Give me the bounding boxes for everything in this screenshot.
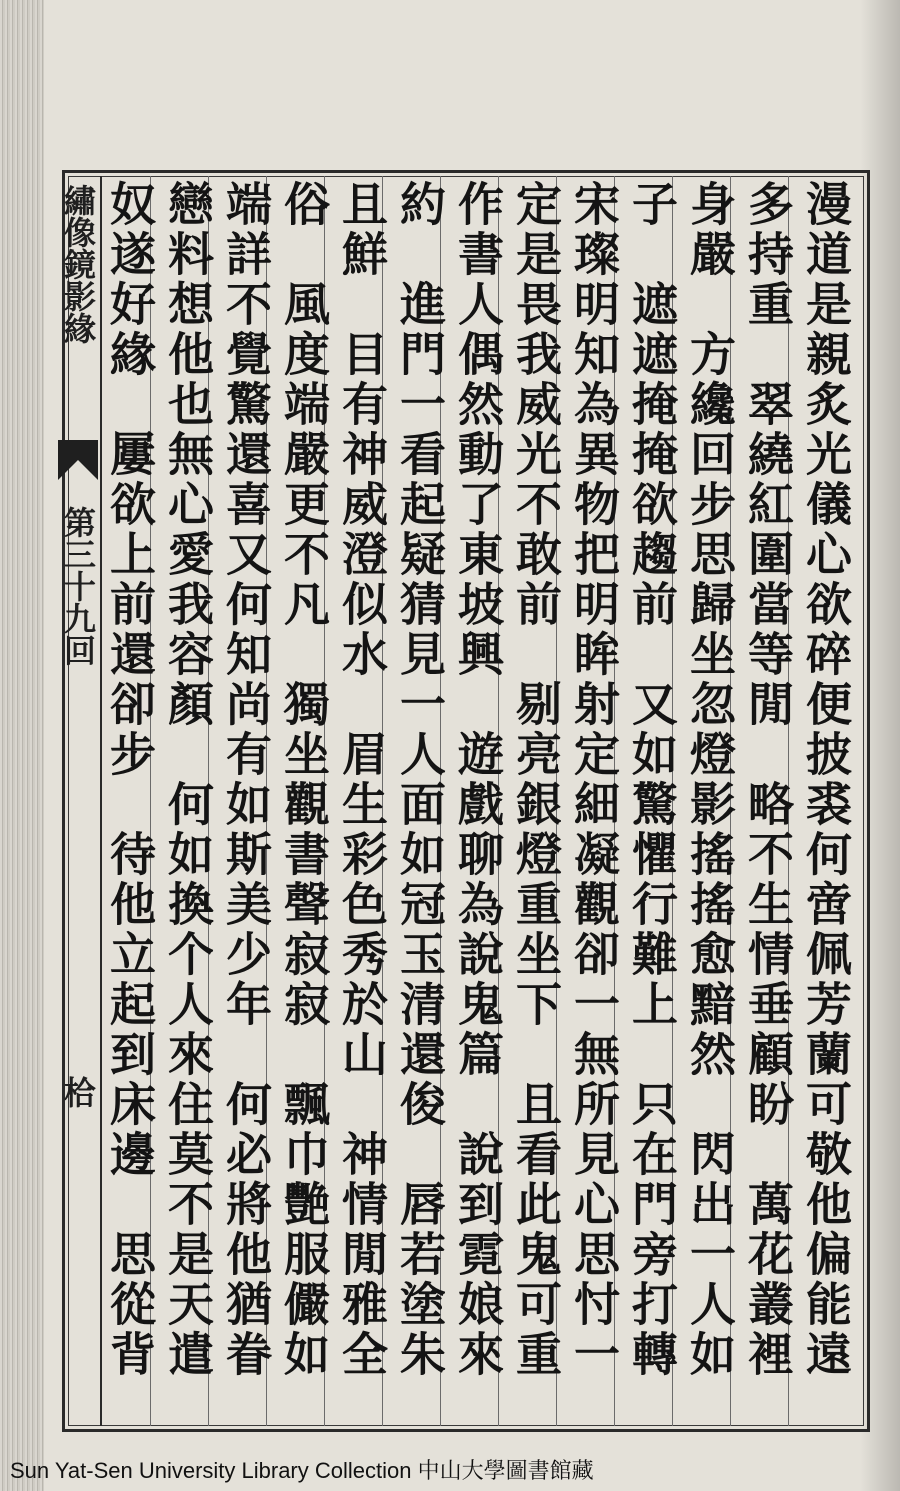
- text-column-5: 宋璨明知為異物把明眸射定細凝觀卻一無所見心思忖一: [567, 180, 621, 1380]
- chapter-label: 第三十九回: [59, 506, 97, 666]
- text-column-3: 身嚴 方纔回步思歸坐忽燈影搖搖愈黯然 閃出一人如: [683, 180, 737, 1380]
- text-column-11: 端詳不覺驚還喜又何知尚有如斯美少年 何必將他猶眷: [219, 180, 273, 1380]
- text-column-13: 奴遂好緣 屢欲上前還卻步 待他立起到床邊 思從背: [103, 180, 157, 1380]
- book-page: [44, 0, 900, 1491]
- center-column: [54, 176, 102, 1426]
- text-column-12: 戀料想他也無心愛我容顏 何如換个人來住莫不是天遣: [161, 180, 215, 1380]
- text-column-10: 俗 風度端嚴更不凡 獨坐觀書聲寂寂 飄巾艷服儼如: [277, 180, 331, 1380]
- library-caption: Sun Yat-Sen University Library Collection 中山大學圖書館藏: [10, 1458, 594, 1483]
- text-column-6: 定是畏我威光不敢前 剔亮銀燈重坐下 且看此鬼可重: [509, 180, 563, 1380]
- book-title: 繡像鏡影緣: [59, 184, 97, 344]
- text-column-9: 且鮮 目有神威澄似水 眉生彩色秀於山 神情閒雅全: [335, 180, 389, 1380]
- page-edges: [0, 0, 44, 1491]
- text-column-8: 約 進門一看起疑猜見一人面如冠玉清還俊 唇若塗朱: [393, 180, 447, 1380]
- text-column-2: 多持重 翠繞紅圍當等閒 略不生情垂顧盼 萬花叢裡: [741, 180, 795, 1380]
- fishtail-mark-icon: [58, 440, 98, 480]
- text-column-1: 漫道是親炙光儀心欲碎便披裘何啻佩芳蘭可敬他偏能遠: [799, 180, 853, 1380]
- text-column-7: 作書人偶然動了東坡興 遊戲聊為說鬼篇 說到霓娘來: [451, 180, 505, 1380]
- leaf-number: 㭘: [59, 1076, 97, 1108]
- text-column-4: 子 遮遮掩掩欲趨前 又如驚懼行難上 只在門旁打轉: [625, 180, 679, 1380]
